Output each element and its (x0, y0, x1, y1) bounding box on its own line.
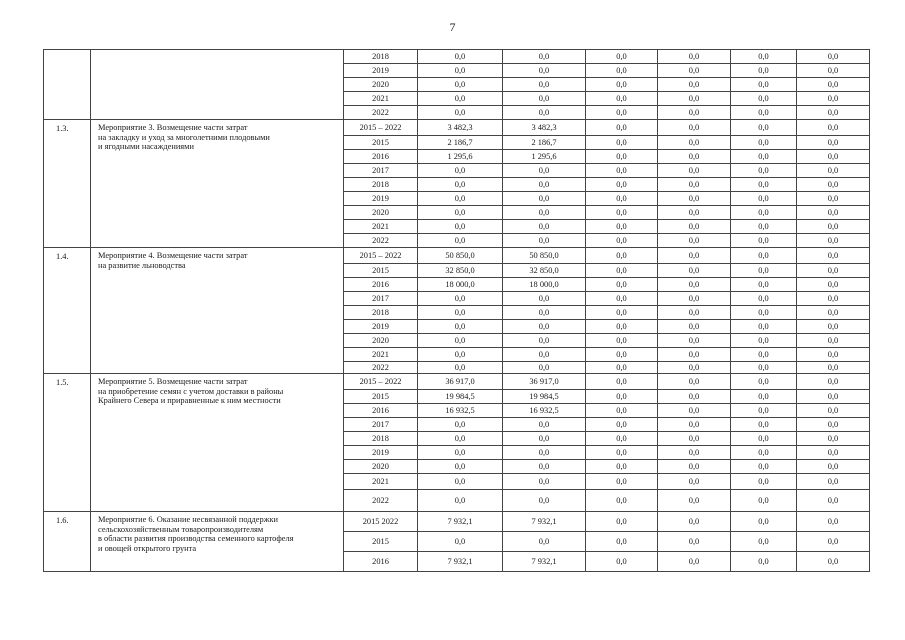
item-name-line: сельскохозяйственным товаропроизводителям (98, 524, 264, 534)
value-cell: 19 984,5 (503, 390, 586, 404)
value-cell: 0,0 (731, 264, 797, 278)
value-cell: 0,0 (418, 220, 503, 234)
item-name-line: Мероприятие 4. Возмещение части затрат (98, 251, 248, 260)
value-cell: 0,0 (586, 374, 658, 390)
year-cell: 2020 (344, 206, 418, 220)
value-cell: 0,0 (731, 192, 797, 206)
value-cell: 0,0 (797, 532, 870, 552)
value-cell: 0,0 (586, 320, 658, 334)
value-cell: 0,0 (731, 390, 797, 404)
value-cell: 16 932,5 (503, 404, 586, 418)
value-cell: 0,0 (797, 136, 870, 150)
value-cell: 0,0 (418, 64, 503, 78)
value-cell: 0,0 (503, 164, 586, 178)
value-cell: 0,0 (586, 120, 658, 136)
value-cell: 0,0 (418, 348, 503, 362)
year-cell: 2021 (344, 474, 418, 490)
value-cell: 0,0 (731, 404, 797, 418)
value-cell: 0,0 (586, 512, 658, 532)
value-cell: 0,0 (658, 474, 731, 490)
value-cell: 0,0 (586, 192, 658, 206)
value-cell: 0,0 (586, 50, 658, 64)
value-cell: 0,0 (731, 292, 797, 306)
item-number: 1.3. (44, 120, 91, 248)
value-cell: 0,0 (586, 178, 658, 192)
value-cell: 0,0 (731, 362, 797, 374)
value-cell: 0,0 (731, 136, 797, 150)
value-cell: 0,0 (731, 278, 797, 292)
value-cell: 0,0 (658, 334, 731, 348)
value-cell: 0,0 (586, 348, 658, 362)
value-cell: 0,0 (658, 292, 731, 306)
value-cell: 0,0 (731, 248, 797, 264)
value-cell: 0,0 (658, 390, 731, 404)
value-cell: 0,0 (658, 164, 731, 178)
value-cell: 0,0 (731, 348, 797, 362)
value-cell: 0,0 (658, 512, 731, 532)
value-cell: 0,0 (797, 206, 870, 220)
value-cell: 0,0 (797, 460, 870, 474)
value-cell: 36 917,0 (503, 374, 586, 390)
item-number: 1.4. (44, 248, 91, 374)
value-cell: 0,0 (797, 120, 870, 136)
item-number: 1.6. (44, 512, 91, 572)
value-cell: 0,0 (586, 248, 658, 264)
item-name-line: и ягодными насаждениями (98, 142, 194, 152)
value-cell: 0,0 (797, 178, 870, 192)
table-row (44, 374, 870, 390)
value-cell: 0,0 (658, 348, 731, 362)
table-row (44, 512, 870, 532)
value-cell: 0,0 (658, 418, 731, 432)
value-cell: 0,0 (586, 64, 658, 78)
value-cell: 0,0 (797, 92, 870, 106)
year-cell: 2019 (344, 446, 418, 460)
table-row (44, 120, 870, 136)
value-cell: 0,0 (731, 150, 797, 164)
value-cell: 0,0 (418, 234, 503, 248)
table-row (44, 50, 870, 64)
value-cell: 0,0 (586, 362, 658, 374)
value-cell: 0,0 (586, 418, 658, 432)
value-cell: 0,0 (731, 78, 797, 92)
value-cell: 0,0 (797, 490, 870, 512)
value-cell: 0,0 (418, 292, 503, 306)
value-cell: 0,0 (658, 490, 731, 512)
value-cell: 50 850,0 (503, 248, 586, 264)
value-cell: 0,0 (418, 50, 503, 64)
value-cell: 0,0 (658, 460, 731, 474)
value-cell: 0,0 (418, 460, 503, 474)
year-cell: 2022 (344, 234, 418, 248)
value-cell: 0,0 (503, 362, 586, 374)
value-cell: 0,0 (731, 320, 797, 334)
value-cell: 0,0 (797, 220, 870, 234)
value-cell: 0,0 (797, 374, 870, 390)
value-cell: 0,0 (586, 206, 658, 220)
value-cell: 32 850,0 (418, 264, 503, 278)
value-cell: 0,0 (731, 446, 797, 460)
year-cell: 2016 (344, 404, 418, 418)
value-cell: 2 186,7 (418, 136, 503, 150)
value-cell: 0,0 (586, 334, 658, 348)
value-cell: 0,0 (658, 220, 731, 234)
year-cell: 2015 – 2022 (344, 374, 418, 390)
value-cell: 0,0 (503, 64, 586, 78)
item-name-line: и овощей открытого грунта (98, 543, 197, 553)
value-cell: 0,0 (418, 432, 503, 446)
value-cell: 0,0 (731, 460, 797, 474)
value-cell: 0,0 (658, 446, 731, 460)
value-cell: 0,0 (658, 374, 731, 390)
value-cell: 0,0 (731, 474, 797, 490)
value-cell: 0,0 (503, 78, 586, 92)
value-cell: 0,0 (586, 92, 658, 106)
value-cell: 0,0 (658, 120, 731, 136)
value-cell: 0,0 (503, 292, 586, 306)
value-cell: 0,0 (503, 234, 586, 248)
value-cell: 0,0 (586, 532, 658, 552)
value-cell: 0,0 (731, 120, 797, 136)
year-cell: 2020 (344, 78, 418, 92)
value-cell: 0,0 (658, 136, 731, 150)
value-cell: 0,0 (658, 234, 731, 248)
value-cell: 0,0 (418, 532, 503, 552)
value-cell: 0,0 (586, 78, 658, 92)
value-cell: 1 295,6 (418, 150, 503, 164)
year-cell: 2019 (344, 192, 418, 206)
year-cell: 2015 2022 (344, 512, 418, 532)
year-cell: 2015 – 2022 (344, 248, 418, 264)
value-cell: 0,0 (731, 374, 797, 390)
value-cell: 7 932,1 (418, 552, 503, 572)
value-cell: 0,0 (658, 64, 731, 78)
value-cell: 0,0 (731, 50, 797, 64)
value-cell: 0,0 (503, 334, 586, 348)
value-cell: 0,0 (797, 432, 870, 446)
value-cell: 0,0 (586, 150, 658, 164)
value-cell: 0,0 (658, 178, 731, 192)
item-name-line: Мероприятие 5. Возмещение части затрат (98, 377, 248, 386)
value-cell: 0,0 (658, 432, 731, 446)
value-cell: 0,0 (797, 362, 870, 374)
value-cell: 0,0 (797, 306, 870, 320)
value-cell: 0,0 (658, 78, 731, 92)
value-cell: 0,0 (731, 552, 797, 572)
value-cell: 0,0 (586, 404, 658, 418)
item-name-line: на приобретение семян с учетом доставки в районы (98, 386, 284, 396)
value-cell: 0,0 (586, 220, 658, 234)
value-cell: 18 000,0 (503, 278, 586, 292)
item-name (91, 374, 344, 512)
value-cell: 0,0 (586, 390, 658, 404)
item-name (91, 248, 344, 374)
year-cell: 2019 (344, 64, 418, 78)
year-cell: 2016 (344, 552, 418, 572)
value-cell: 0,0 (503, 490, 586, 512)
value-cell: 36 917,0 (418, 374, 503, 390)
value-cell: 19 984,5 (418, 390, 503, 404)
value-cell: 0,0 (658, 106, 731, 120)
value-cell: 0,0 (658, 306, 731, 320)
value-cell: 0,0 (503, 320, 586, 334)
value-cell: 0,0 (658, 50, 731, 64)
value-cell: 0,0 (658, 206, 731, 220)
value-cell: 0,0 (418, 490, 503, 512)
year-cell: 2018 (344, 178, 418, 192)
year-cell: 2018 (344, 50, 418, 64)
year-cell: 2020 (344, 334, 418, 348)
value-cell: 0,0 (731, 432, 797, 446)
value-cell: 0,0 (797, 404, 870, 418)
value-cell: 0,0 (658, 532, 731, 552)
year-cell: 2018 (344, 306, 418, 320)
value-cell: 0,0 (658, 264, 731, 278)
value-cell: 7 932,1 (503, 552, 586, 572)
value-cell: 0,0 (418, 92, 503, 106)
value-cell: 0,0 (658, 552, 731, 572)
value-cell: 32 850,0 (503, 264, 586, 278)
value-cell: 0,0 (797, 320, 870, 334)
value-cell: 0,0 (586, 136, 658, 150)
value-cell: 0,0 (658, 278, 731, 292)
value-cell: 0,0 (797, 64, 870, 78)
value-cell: 18 000,0 (418, 278, 503, 292)
value-cell: 0,0 (503, 446, 586, 460)
value-cell: 0,0 (418, 474, 503, 490)
value-cell: 0,0 (731, 532, 797, 552)
value-cell: 0,0 (503, 348, 586, 362)
value-cell: 0,0 (586, 306, 658, 320)
value-cell: 0,0 (797, 418, 870, 432)
value-cell: 0,0 (503, 474, 586, 490)
value-cell: 0,0 (731, 178, 797, 192)
item-name-line: Крайнего Севера и приравненные к ним местности (98, 396, 281, 406)
value-cell: 0,0 (731, 306, 797, 320)
item-name-line: на развитие льноводства (98, 260, 186, 270)
value-cell: 0,0 (586, 278, 658, 292)
value-cell: 16 932,5 (418, 404, 503, 418)
value-cell: 0,0 (731, 106, 797, 120)
year-cell: 2022 (344, 106, 418, 120)
value-cell: 0,0 (731, 220, 797, 234)
value-cell: 7 932,1 (418, 512, 503, 532)
year-cell: 2015 (344, 264, 418, 278)
value-cell: 0,0 (503, 92, 586, 106)
item-name-line: Мероприятие 6. Оказание несвязанной поддержки (98, 515, 279, 524)
value-cell: 0,0 (797, 150, 870, 164)
value-cell: 0,0 (418, 362, 503, 374)
value-cell: 0,0 (503, 106, 586, 120)
value-cell: 0,0 (586, 474, 658, 490)
value-cell: 3 482,3 (503, 120, 586, 136)
value-cell: 0,0 (731, 234, 797, 248)
value-cell: 0,0 (503, 50, 586, 64)
year-cell: 2015 – 2022 (344, 120, 418, 136)
value-cell: 0,0 (418, 78, 503, 92)
value-cell: 0,0 (731, 64, 797, 78)
year-cell: 2017 (344, 292, 418, 306)
value-cell: 0,0 (731, 418, 797, 432)
value-cell: 0,0 (731, 164, 797, 178)
value-cell: 0,0 (503, 220, 586, 234)
value-cell: 0,0 (503, 460, 586, 474)
value-cell: 0,0 (418, 306, 503, 320)
value-cell: 0,0 (797, 78, 870, 92)
item-number: 1.5. (44, 374, 91, 512)
value-cell: 0,0 (731, 512, 797, 532)
value-cell: 0,0 (418, 178, 503, 192)
value-cell: 1 295,6 (503, 150, 586, 164)
value-cell: 0,0 (418, 446, 503, 460)
value-cell: 0,0 (586, 432, 658, 446)
value-cell: 3 482,3 (418, 120, 503, 136)
item-name (91, 512, 344, 572)
value-cell: 0,0 (797, 552, 870, 572)
year-cell: 2021 (344, 92, 418, 106)
value-cell: 0,0 (418, 418, 503, 432)
value-cell: 0,0 (586, 264, 658, 278)
year-cell: 2020 (344, 460, 418, 474)
value-cell: 0,0 (586, 460, 658, 474)
year-cell: 2015 (344, 136, 418, 150)
item-name-line: на закладку и уход за многолетними плодовыми (98, 132, 270, 142)
table-row (44, 248, 870, 264)
year-cell: 2019 (344, 320, 418, 334)
value-cell: 0,0 (503, 192, 586, 206)
value-cell: 7 932,1 (503, 512, 586, 532)
value-cell: 0,0 (658, 362, 731, 374)
year-cell: 2017 (344, 164, 418, 178)
value-cell: 0,0 (731, 490, 797, 512)
year-cell: 2016 (344, 278, 418, 292)
value-cell: 0,0 (418, 164, 503, 178)
year-cell: 2018 (344, 432, 418, 446)
value-cell: 0,0 (503, 418, 586, 432)
value-cell: 0,0 (503, 178, 586, 192)
value-cell: 2 186,7 (503, 136, 586, 150)
value-cell: 0,0 (797, 446, 870, 460)
value-cell: 0,0 (797, 234, 870, 248)
value-cell: 0,0 (797, 164, 870, 178)
year-cell: 2021 (344, 348, 418, 362)
item-name (91, 120, 344, 248)
value-cell: 0,0 (658, 404, 731, 418)
funding-table (43, 49, 870, 572)
value-cell: 0,0 (586, 106, 658, 120)
value-cell: 0,0 (586, 234, 658, 248)
value-cell: 50 850,0 (418, 248, 503, 264)
year-cell: 2022 (344, 490, 418, 512)
year-cell: 2017 (344, 418, 418, 432)
item-name-line: в области развития производства семенного картофеля (98, 534, 294, 544)
value-cell: 0,0 (418, 192, 503, 206)
value-cell: 0,0 (797, 264, 870, 278)
value-cell: 0,0 (797, 50, 870, 64)
value-cell: 0,0 (731, 206, 797, 220)
value-cell: 0,0 (658, 248, 731, 264)
value-cell: 0,0 (418, 106, 503, 120)
value-cell: 0,0 (658, 150, 731, 164)
value-cell: 0,0 (658, 92, 731, 106)
value-cell: 0,0 (797, 248, 870, 264)
year-cell: 2015 (344, 390, 418, 404)
year-cell: 2016 (344, 150, 418, 164)
value-cell: 0,0 (797, 390, 870, 404)
year-cell: 2021 (344, 220, 418, 234)
value-cell: 0,0 (731, 334, 797, 348)
value-cell: 0,0 (586, 446, 658, 460)
value-cell: 0,0 (418, 320, 503, 334)
value-cell: 0,0 (586, 292, 658, 306)
year-cell: 2022 (344, 362, 418, 374)
value-cell: 0,0 (418, 334, 503, 348)
value-cell: 0,0 (797, 192, 870, 206)
value-cell: 0,0 (797, 334, 870, 348)
value-cell: 0,0 (503, 206, 586, 220)
value-cell: 0,0 (797, 292, 870, 306)
value-cell: 0,0 (797, 278, 870, 292)
value-cell: 0,0 (658, 320, 731, 334)
value-cell: 0,0 (503, 432, 586, 446)
value-cell: 0,0 (731, 92, 797, 106)
value-cell: 0,0 (797, 512, 870, 532)
value-cell: 0,0 (586, 552, 658, 572)
value-cell: 0,0 (503, 306, 586, 320)
value-cell: 0,0 (797, 348, 870, 362)
value-cell: 0,0 (797, 474, 870, 490)
value-cell: 0,0 (797, 106, 870, 120)
value-cell: 0,0 (586, 164, 658, 178)
item-name-line: Мероприятие 3. Возмещение части затрат (98, 123, 248, 132)
value-cell: 0,0 (418, 206, 503, 220)
item-name (91, 50, 344, 120)
page-number: 7 (449, 20, 456, 34)
item-number (44, 50, 91, 120)
value-cell: 0,0 (503, 532, 586, 552)
value-cell: 0,0 (586, 490, 658, 512)
value-cell: 0,0 (658, 192, 731, 206)
year-cell: 2015 (344, 532, 418, 552)
